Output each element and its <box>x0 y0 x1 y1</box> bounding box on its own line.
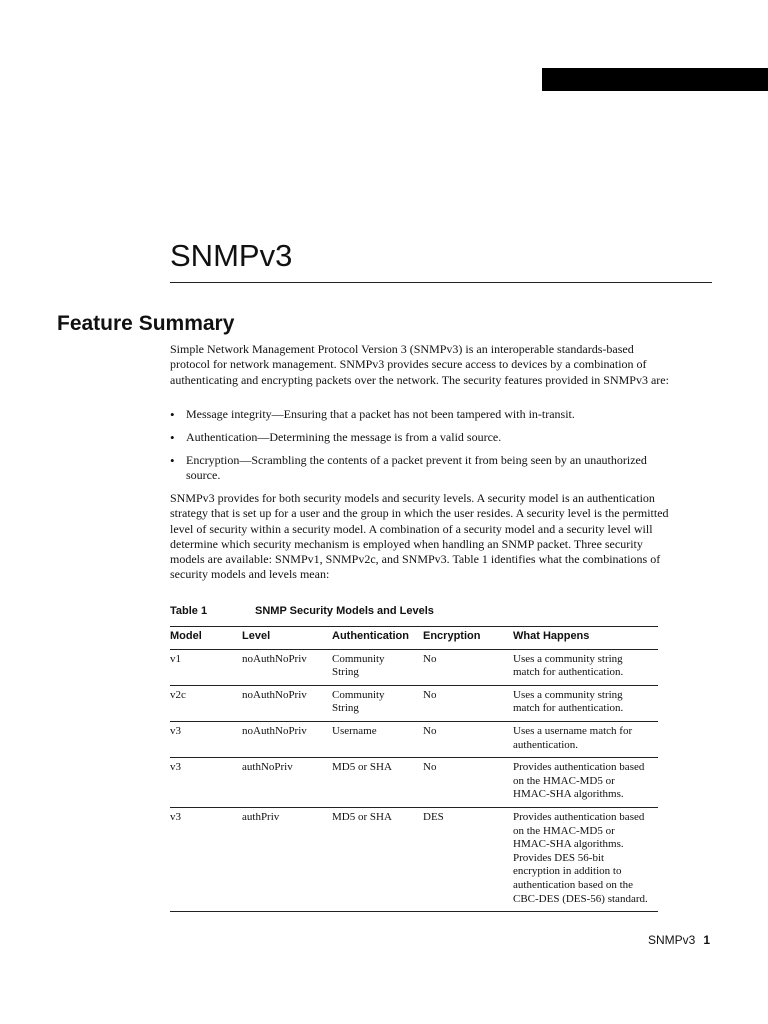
cell-text: Provides authentication based on the HMAC-MD5 or HMAC-SHA algorithms. <box>513 761 645 801</box>
table-cell: authNoPriv <box>242 758 332 808</box>
list-item <box>170 453 670 484</box>
table-cell <box>513 758 658 808</box>
page-footer <box>648 932 710 948</box>
cell-text: Community String <box>332 652 385 679</box>
cell-text: MD5 or SHA <box>332 761 392 774</box>
table-cell: v3 <box>170 807 242 911</box>
table-cell <box>332 649 423 685</box>
footer-label: SNMPv3 <box>647 933 696 947</box>
table-row <box>170 758 658 808</box>
security-models-table <box>170 626 658 912</box>
cell-text: Username <box>332 724 377 737</box>
table-row <box>170 721 658 757</box>
table-row <box>170 807 658 911</box>
table-cell <box>332 807 423 911</box>
table-cell: v1 <box>170 649 242 685</box>
title-rule <box>170 282 712 283</box>
list-item-text: Encryption—Scrambling the contents of a packet prevent it from being seen by an unauthorized source. <box>186 452 647 482</box>
table-cell <box>332 685 423 721</box>
cell-text: MD5 or SHA <box>332 810 392 823</box>
table-cell: noAuthNoPriv <box>242 685 332 721</box>
column-header: Authentication <box>332 627 423 650</box>
bullet-icon: • <box>170 407 175 422</box>
list-item-text: Authentication—Determining the message is from a valid source. <box>186 429 502 444</box>
table-cell: No <box>423 649 513 685</box>
table-cell <box>513 807 658 911</box>
section-heading: Feature Summary <box>57 312 235 335</box>
cell-text: Uses a username match for authentication. <box>513 724 633 751</box>
table-cell: noAuthNoPriv <box>242 721 332 757</box>
cell-text: Community String <box>332 688 385 715</box>
list-item-text: Message integrity—Ensuring that a packet has not been tampered with in-transit. <box>186 407 575 421</box>
table-cell <box>332 721 423 757</box>
column-header: Encryption <box>423 627 513 650</box>
table-cell <box>513 721 658 757</box>
table-cell <box>332 758 423 808</box>
column-header: Model <box>170 627 242 650</box>
column-header: Level <box>242 627 332 650</box>
table-caption <box>170 604 434 618</box>
cell-text: Uses a community string match for authentication. <box>513 652 624 679</box>
table-cell: No <box>423 721 513 757</box>
list-item <box>170 407 670 422</box>
table-cell <box>513 685 658 721</box>
chapter-title: SNMPv3 <box>170 238 293 273</box>
cell-text: Provides authentication based on the HMAC-MD5 or HMAC-SHA algorithms. Provides DES 56-bit encryption in addition to authentication based on the CBC-DES (DES-56) standard. <box>513 810 648 905</box>
column-header: What Happens <box>513 627 658 650</box>
table-cell: v2c <box>170 685 242 721</box>
table-cell: DES <box>423 807 513 911</box>
list-item <box>170 430 670 445</box>
table-caption-title: SNMP Security Models and Levels <box>255 605 434 617</box>
table-cell: noAuthNoPriv <box>242 649 332 685</box>
bullet-icon: • <box>170 429 175 445</box>
table-row <box>170 649 658 685</box>
feature-list <box>170 407 670 491</box>
table-cell: No <box>423 758 513 808</box>
table-cell: No <box>423 685 513 721</box>
table-cell: v3 <box>170 758 242 808</box>
table-cell: v3 <box>170 721 242 757</box>
bullet-icon: • <box>170 452 175 468</box>
page-number: 1 <box>703 933 710 947</box>
table-cell: authPriv <box>242 807 332 911</box>
table-cell <box>513 649 658 685</box>
table-row <box>170 685 658 721</box>
header-bar <box>542 68 768 91</box>
intro-paragraph: Simple Network Management Protocol Version 3 (SNMPv3) is an interoperable standards-based protocol for network management. SNMPv3 provides secure access to devices by a combination of authenticating and encrypting packets over the network. The security features provided in SNMPv3 are: <box>170 342 669 387</box>
cell-text: Uses a community string match for authentication. <box>513 688 624 715</box>
models-paragraph: SNMPv3 provides for both security models and security levels. A security model is an authentication strategy that is set up for a user and the group in which the user resides. A security level is the permitted level of security within a security model. A combination of a security model and a security level will determine which security mechanism is employed when handling an SNMP packet. Three security models are available: SNMPv1, SNMPv2c, and SNMPv3. Table 1 identifies what the combinations of security models and levels mean: <box>170 491 669 582</box>
table-caption-number: Table 1 <box>170 605 208 617</box>
table-header-row <box>170 627 658 650</box>
